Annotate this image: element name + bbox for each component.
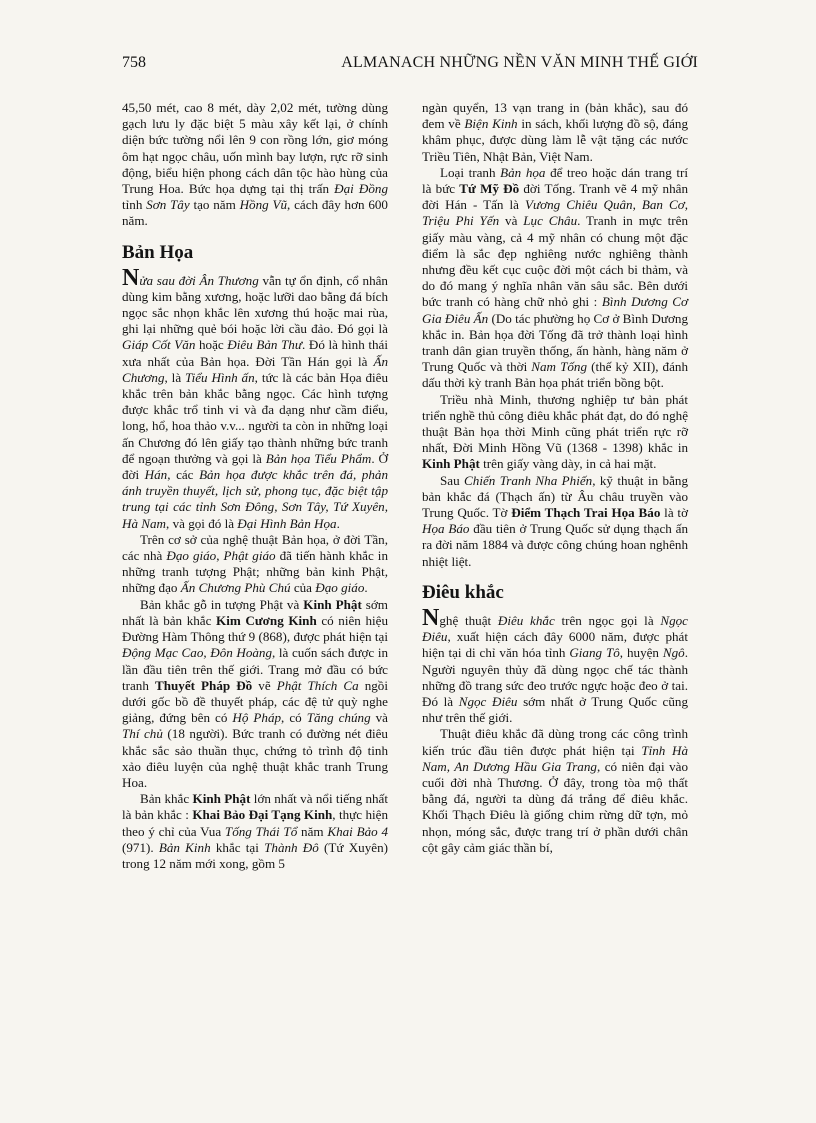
text-run: vẫn tự ổn định, cổ nhân dùng kim bằng xương, hoặc lưỡi dao bằng đá bích ngọc sắc nhọn khắc lên xương thú hoặc mai rùa, ghi lại những quẻ bói hoặc lời cầu đảo. Đó gọi là <box>122 272 388 337</box>
text-run: Ngọc Điêu <box>422 612 688 645</box>
text-run: , là <box>164 369 186 385</box>
drop-cap: N <box>422 604 440 631</box>
text-run: (thế kỷ XII), đánh dấu thời kỳ tranh Bản họa phát triển bồng bột. <box>422 359 688 391</box>
text-run: ngàn quyển, 13 vạn trang in (bản khắc), sau đó đem về <box>422 100 688 132</box>
text-run: . Người nguyên thủy đã dùng ngọc chế tác thành những đồ trang sức đeo trước ngực hoặc đeo ở tai. Đó là <box>422 645 688 709</box>
text-run: Kinh Phật <box>422 456 480 472</box>
text-run: Đại Hình Bản Họa <box>237 515 337 531</box>
text-run: Tống Thái Tổ <box>224 823 298 839</box>
text-run: Bản khắc gỗ in tượng Phật và <box>140 596 304 612</box>
text-run: Loại tranh <box>440 164 501 180</box>
text-run: Tiểu Hình ấn <box>185 369 255 385</box>
text-run: Khai Bảo Đại Tạng Kinh <box>192 807 333 823</box>
text-run: lớn nhất và nổi tiếng nhất là bản khắc : <box>122 791 389 823</box>
text-run: đã tiến hành khắc in những tranh tượng Phật; những bản kinh Phật, những đạo <box>122 548 388 596</box>
text-run: Thí chủ <box>122 726 163 742</box>
paragraph <box>122 597 388 791</box>
text-run: đầu tiên ở Trung Quốc sử dụng thạch ấn ra đời năm 1884 và được công chúng hoan nghênh nhiệt liệt. <box>422 521 689 569</box>
text-run: Ấn Chương Phù Chú <box>180 580 291 596</box>
drop-cap: N <box>122 264 140 291</box>
text-run: . <box>336 515 340 531</box>
text-run: của <box>290 580 316 596</box>
text-run: Bản Kinh <box>158 839 211 855</box>
text-run: ghệ thuật <box>439 612 498 628</box>
paragraph <box>122 532 388 597</box>
text-run: trên ngọc gọi là <box>554 612 661 628</box>
text-run: Điêu khắc <box>497 612 555 628</box>
paragraph <box>122 264 389 532</box>
paragraph <box>422 604 688 726</box>
text-run: , các <box>167 467 200 483</box>
text-run: trên giấy vàng dày, in cả hai mặt. <box>479 456 657 472</box>
text-run: tỉnh <box>122 197 147 213</box>
text-run: Thuyết Pháp Đồ <box>154 677 253 693</box>
page-number: 758 <box>122 54 146 71</box>
text-run: sớm nhất là bản khắc <box>122 596 388 628</box>
text-run: Trên cơ sở của nghệ thuật Bản họa, ở đời Tần, các nhà <box>122 531 388 564</box>
text-run: Thành Đô <box>264 839 319 855</box>
paragraph-text <box>422 613 688 725</box>
left-column <box>122 100 388 872</box>
text-run: Thuật điêu khắc đã dùng trong các công trình kiến trúc đầu tiên được phát hiện tại <box>422 726 688 758</box>
text-run: , thực hiện theo ý chỉ của Vua <box>122 807 388 839</box>
text-run: Bản họa Tiểu Phẩm <box>265 450 372 466</box>
text-run: Biện Kinh <box>464 116 518 132</box>
paragraph <box>422 726 688 856</box>
paragraph-text <box>122 273 388 531</box>
text-run: tạo năm <box>189 197 240 213</box>
text-run: Ấn Chương <box>122 353 388 385</box>
right-column <box>422 100 688 856</box>
text-run: , xuất hiện cách đây 6000 năm, được phát hiện tại di chỉ văn hóa tỉnh <box>422 629 688 661</box>
text-run: Kinh Phật <box>192 791 251 807</box>
text-run: năm <box>297 823 328 839</box>
text-run: có niên hiệu Đường Hàm Thông thứ 9 (868), được phát hiện tại <box>122 612 388 645</box>
text-run: Ngô <box>662 645 685 661</box>
text-run: Kinh Phật <box>303 596 362 612</box>
text-run: , huyện <box>619 645 663 661</box>
text-run: đời Tống. Tranh vẽ 4 mỹ nhân đời Hán - Tấn là <box>422 181 688 213</box>
text-run: (Do tác phường họ Cơ ở Bình Dương khắc in. Bản họa đời Tống đã trở thành loại hình tranh dân gian truyền thống, ấn hành, hàng năm ở Trung Quốc và thời <box>422 310 688 375</box>
text-run: Bản họa <box>500 164 546 180</box>
text-run: Đại Đồng <box>334 181 388 197</box>
paragraph <box>422 165 688 392</box>
text-run: Kim Cương Kinh <box>216 612 317 628</box>
text-run: vẽ <box>252 677 277 693</box>
text-run: , có <box>281 710 307 726</box>
text-run: 45,50 mét, cao 8 mét, dày 2,02 mét, tường dùng gạch lưu ly đặc biệt 5 màu xây kết lại, ở chính diện bức tường nổi lên 9 con rồng lớn, giơ móng ôm hạt ngọc châu, uốn mình bay lượn, rực rỡ sinh động, biểu hiện phong cách dân tộc hào hùng của Trung Hoa. Bức họa dựng tại thị trấn <box>122 100 388 197</box>
text-run: in sách, khối lượng đồ sộ, đáng khâm phục, được dùng làm lễ vật tặng các nước Triều Tiên, Nhật Bản, Việt Nam. <box>422 116 688 164</box>
text-run: . Đó là hình thái xưa nhất của Bản họa. Đời Tần Hán gọi là <box>122 337 389 369</box>
text-run: . <box>364 580 368 596</box>
paragraph <box>422 392 688 473</box>
text-run: Ngọc Điêu <box>458 693 518 709</box>
text-run: . Ở đời <box>122 450 388 483</box>
text-run: khắc tại <box>210 839 265 855</box>
text-run: là tờ <box>660 505 688 521</box>
text-run: (18 người). Bức tranh có đường nét điêu khắc sắc sảo thuần thục, chứng tỏ trình độ tinh xảo điêu luyện của nghệ thuật khắc tranh Trung Hoa. <box>122 726 388 790</box>
text-run: sớm nhất ở Trung Quốc cũng như trên thế giới. <box>422 693 688 726</box>
text-run: . Tranh in mực trên giấy màu vàng, cả 4 mỹ nhân có chung một đặc điểm là sắc đẹp nghiêng nước nghiêng thành nhưng đều kết cục cuộc đời một cách bi thảm, và do đó mang ý nghĩa nhân văn sâu sắc. Bên dưới bức tranh có hàng chữ nhỏ ghi : <box>422 213 688 310</box>
text-run: Phật Thích Ca <box>276 677 359 693</box>
text-run: Giang Tô <box>569 645 620 661</box>
text-run: Khai Bảo 4 <box>327 823 388 839</box>
text-run: Bình Dương Cơ Gia Điêu Ấn <box>422 294 688 326</box>
text-run: Phật giáo <box>223 548 276 564</box>
section-heading-ban-hoa: Bản Họa <box>122 241 194 263</box>
text-run: Tỉnh Hà Nam, An Dương Hầu Gia Trang <box>422 742 688 774</box>
text-run: Động Mạc Cao, Đôn Hoàng <box>122 645 273 661</box>
text-run: Lục Châu <box>523 213 578 229</box>
text-run: (971). <box>122 839 159 855</box>
text-run: ngồi dưới gốc bồ đề thuyết pháp, các đệ tử quỳ nghe giảng, đứng bên có <box>122 677 388 726</box>
text-run: , là cuốn sách được in lần đầu tiên trên thế giới. Trang mở đầu có bức tranh <box>122 645 389 693</box>
text-run: Điêu Bản Thư <box>227 337 302 353</box>
text-run: ửa sau đời Ân Thương <box>139 272 259 288</box>
text-run: , cách đây hơn 600 năm. <box>122 197 388 229</box>
text-run: Tăng chúng <box>306 710 371 726</box>
text-run: và <box>499 213 524 229</box>
text-run: Đạo giáo <box>315 580 365 596</box>
text-run: Đạo giáo <box>166 548 217 564</box>
text-run: và <box>370 710 388 726</box>
page-header <box>122 54 698 78</box>
text-run: Hộ Pháp <box>232 710 282 726</box>
paragraph <box>122 100 388 230</box>
text-run: Vương Chiêu Quân, Ban Cơ, Triệu Phi Yến <box>422 197 688 229</box>
text-run: Giáp Cốt Văn <box>122 337 196 353</box>
running-title: ALMANACH NHỮNG NỀN VĂN MINH THẾ GIỚI <box>341 54 698 71</box>
text-run: Triều nhà Minh, thương nghiệp tư bản phát triển nghề thủ công điêu khắc phát đạt, do đó nghệ thuật Bản họa thời Minh cũng phát triển rực rỡ nhất, Đời Minh Hồng Vũ (1368 - 1398) khắc in <box>422 391 688 456</box>
text-run: Điểm Thạch Trai Họa Báo <box>511 505 661 521</box>
paragraph <box>422 100 688 165</box>
text-run: Sau <box>440 472 465 488</box>
text-run: Tứ Mỹ Đồ <box>459 181 520 197</box>
text-run: Họa Báo <box>422 521 470 537</box>
text-run: (Tứ Xuyên) trong 12 năm mới xong, gồm 5 <box>122 839 388 871</box>
text-run: , có niên đại vào cuối đời nhà Thương. Ở đây, trong tòa mộ thất bằng đá, người ta dùng đá trắng để điêu khắc. Khối Thạch Điêu là giống chim rừng dữ tợn, mỏ nhọn, móng sắc, được trang trí ở phần dưới chân cột gây cảm giác thần bí, <box>422 758 688 855</box>
paragraph <box>122 791 388 872</box>
text-run: , <box>216 548 224 564</box>
text-run: Chiến Tranh Nha Phiến <box>464 472 593 488</box>
section-heading-dieu-khac: Điêu khắc <box>422 581 504 603</box>
text-run: Hán <box>144 467 168 483</box>
text-run: Bản khắc <box>140 791 193 807</box>
text-run: hoặc <box>195 337 228 353</box>
text-run: Bản họa được khắc trên đá, phản ánh truyền thuyết, lịch sử, phong tục, đặc biệt tập trung tại các tỉnh Sơn Đông, Sơn Tây, Tứ Xuyên, Hà Nam <box>122 467 388 531</box>
paragraph <box>422 473 688 570</box>
text-run: , tức là các bản Họa điêu khắc trên bản khắc bằng ngọc. Các hình tượng được khắc trổ tinh vi và đa dạng như cầm điểu, long, hổ, hoa thảo v.v... người ta còn in những loại ấn Chương đó lên giấy tạo thành những bức tranh để ngoạn thưởng và gọi là <box>122 369 388 466</box>
text-run: Sơn Tây <box>146 197 190 213</box>
text-run: , kỹ thuật in bằng bản khắc đá (Thạch ấn) từ Âu châu truyền vào Trung Quốc. Tờ <box>422 472 688 521</box>
text-run: Hồng Vũ <box>239 197 288 213</box>
text-run: , và gọi đó là <box>166 515 238 531</box>
text-run: Nam Tống <box>531 359 588 375</box>
text-run: để treo hoặc dán trang trí là bức <box>422 164 688 197</box>
